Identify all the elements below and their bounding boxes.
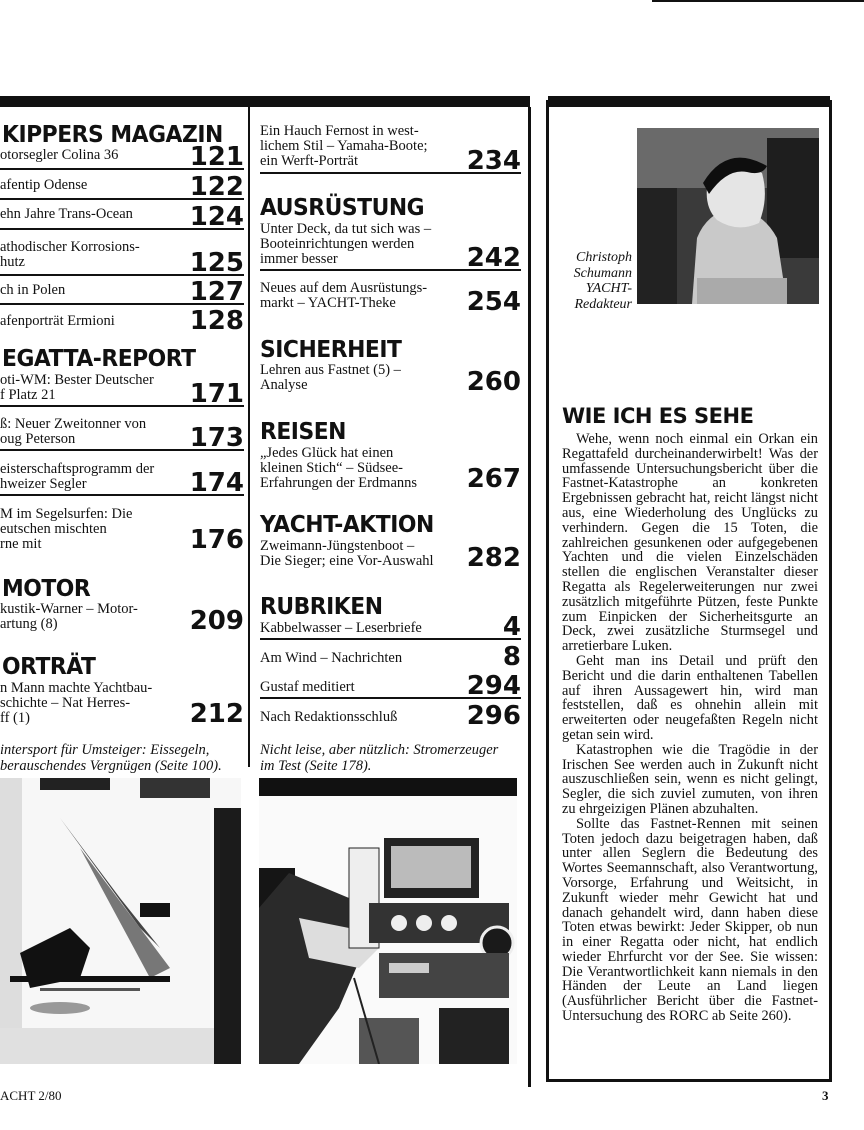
issue-label: ACHT 2/80 bbox=[0, 1088, 62, 1103]
section-title-skippers-magazin: KIPPERS MAGAZIN bbox=[2, 122, 223, 148]
toc-item: kustik-Warner – Motor- artung (8) 209 bbox=[0, 601, 244, 636]
photo-caption-generator: Nicht leise, aber nützlich: Stromerzeuger im Test (Seite 178). bbox=[260, 742, 499, 774]
section-title-rubriken: RUBRIKEN bbox=[260, 594, 383, 620]
toc-item: Am Wind – Nachrichten 8 bbox=[260, 642, 521, 672]
toc-item: Neues auf dem Ausrüstungs- markt – YACHT-Theke 254 bbox=[260, 280, 521, 317]
generator-test-photo bbox=[259, 778, 517, 1064]
ice-sailing-photo bbox=[0, 778, 241, 1064]
toc-item: athodischer Korrosions- hutz 125 bbox=[0, 239, 244, 278]
section-title-regatta-report: EGATTA-REPORT bbox=[2, 346, 196, 372]
toc-item: „Jedes Glück hat einen kleinen Stich“ – Südsee- Erfahrungen der Erdmanns 267 bbox=[260, 445, 521, 494]
toc-item: Kabbelwasser – Leserbriefe 4 bbox=[260, 612, 521, 642]
toc-item: Nach Redaktionsschluß 296 bbox=[260, 701, 521, 731]
photo-caption-ice-sailing: intersport für Umsteiger: Eissegeln, berauschendes Vergnügen (Seite 100). bbox=[0, 742, 222, 774]
section-title-portraet: ORTRÄT bbox=[2, 654, 96, 680]
essay-body bbox=[562, 432, 818, 1024]
editor-portrait-photo bbox=[637, 128, 819, 304]
toc-item: afentip Odense 122 bbox=[0, 172, 244, 202]
box-rule-right bbox=[829, 100, 832, 1082]
essay-paragraph: Sollte das Fastnet-Rennen mit seinen Toten jedoch dazu beigetragen haben, daß unter allen Seglern die Bedeutung des Wortes Seemannschaft, also Verantwortung, Vorsorge, Erfahrung und Weitsicht, in Zukunft wieder mehr Gewicht hat und danach gehandelt wird, dann haben diese Toten etwas bewirkt: Jeder Skipper, ob nun in einer Regatta oder nicht, hat endlich wieder Ehrfurcht vor der See. Sie wissen: Die Verantwortlichkeit kann niemals in den Händen der Leute an Land liegen (Ausführlicher Bericht über die Fastnet-Untersuchung des RORC ab Seite 260). bbox=[562, 815, 818, 1025]
essay-paragraph: Geht man ins Detail und prüft den Bericht und die darin enthaltenen Tabellen auf ihren Aussagewert hin, wird man feststellen, daß es ohnehin allein mit erweiterten oder neugefaßten Regeln nicht getan sein wird. bbox=[562, 652, 818, 743]
section-title-yacht-aktion: YACHT-AKTION bbox=[260, 512, 434, 538]
essay-paragraph: Wehe, wenn noch einmal ein Orkan ein Regattafeld durcheinanderwirbelt! Was der umfassende Untersuchungsbericht über die Fastnet-Katastrophe an konkreten Ergebnissen gebracht hat, reicht längst nicht aus, eine Wiederholung des Unglücks zu verhindern. Gegen die 15 Toten, die zahlreichen gesunkenen oder aufgegebenen Yachten und die vielen Einzelschäden stellen die englischen Veranstalter dieser Regatta als Regelerweiterungen nur zwei zusätzlich mitgeführte Pützen, feste Punkte zum Einpicken der Sicherheitsgurte an Deck, zwei zusätzliche Sturmsegel und arretierbare Luken. bbox=[562, 431, 818, 655]
toc-item: otorsegler Colina 36 121 bbox=[0, 142, 244, 172]
page-number: 3 bbox=[822, 1088, 829, 1103]
corner-rule bbox=[652, 0, 864, 2]
toc-item: ch in Polen 127 bbox=[0, 277, 244, 307]
toc-item: Gustaf meditiert 294 bbox=[260, 671, 521, 701]
toc-item: oti-WM: Bester Deutscher f Platz 21 171 bbox=[0, 372, 244, 409]
toc-item: Zweimann-Jüngstenboot – Die Sieger; eine Vor-Auswahl 282 bbox=[260, 538, 521, 573]
toc-item: ehn Jahre Trans-Ocean 124 bbox=[0, 202, 244, 232]
toc-item: n Mann machte Yachtbau- schichte – Nat Herres- ff (1) 212 bbox=[0, 680, 244, 729]
box-rule-bottom bbox=[546, 1079, 832, 1082]
essay-title: WIE ICH ES SEHE bbox=[562, 404, 754, 428]
top-rule-left bbox=[0, 96, 530, 107]
editor-portrait-caption: Christoph Schumann YACHT- Redakteur bbox=[573, 250, 632, 312]
toc-item: Unter Deck, da tut sich was – Booteinrichtungen werden immer besser 242 bbox=[260, 221, 521, 273]
column-rule-2 bbox=[528, 107, 531, 1087]
toc-item: M im Segelsurfen: Die eutschen mischten rne mit 176 bbox=[0, 506, 244, 555]
toc-item: ß: Neuer Zweitonner von oug Peterson 173 bbox=[0, 416, 244, 453]
section-title-reisen: REISEN bbox=[260, 419, 346, 445]
toc-item: Ein Hauch Fernost in west- lichem Stil – Yamaha-Boote; ein Werft-Porträt 234 bbox=[260, 123, 521, 176]
box-rule-left bbox=[546, 100, 549, 1082]
section-title-sicherheit: SICHERHEIT bbox=[260, 337, 402, 363]
section-title-ausruestung: AUSRÜSTUNG bbox=[260, 195, 425, 221]
toc-item: Lehren aus Fastnet (5) – Analyse 260 bbox=[260, 362, 521, 397]
top-rule-right bbox=[548, 96, 830, 107]
toc-item: afenporträt Ermioni 128 bbox=[0, 306, 244, 336]
toc-item: eisterschaftsprogramm der hweizer Segler 174 bbox=[0, 461, 244, 498]
column-rule-1 bbox=[248, 107, 250, 767]
essay-paragraph: Katastrophen wie die Tragödie in der Irischen See werden auch in Zukunft nicht auszuschließen sein, wenn es nicht gelingt, Segler, die sich zuviel zumuten, von ihren zu ehrgeizigen Plänen abzuhalten. bbox=[562, 741, 818, 817]
section-title-motor: MOTOR bbox=[2, 576, 91, 602]
